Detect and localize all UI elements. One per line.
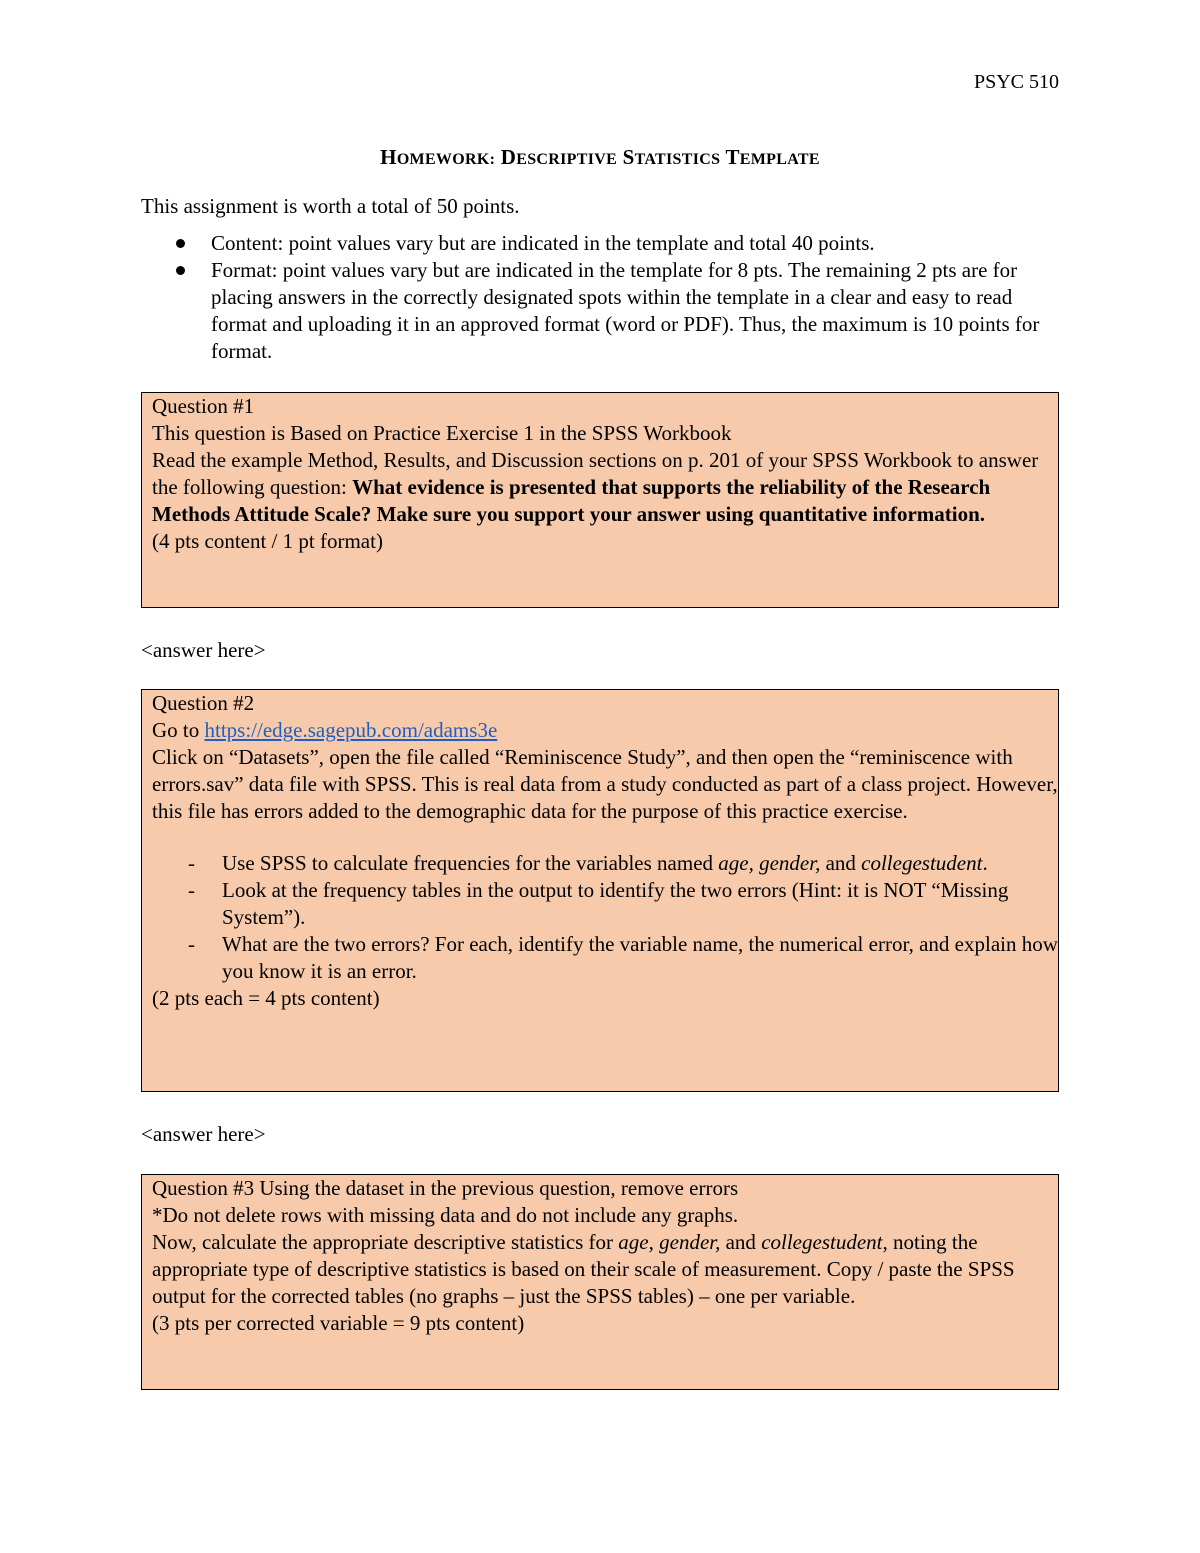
bullet-text-content: Content: point values vary but are indicated in the template and total 40 points. <box>211 231 875 255</box>
question-3-box <box>141 1174 1059 1390</box>
answer-placeholder-1[interactable]: <answer here> <box>141 638 266 662</box>
question-1-bold-question: What evidence is presented that supports the reliability of the Research Methods Attitude Scale? Make sure you support your answer using quantitative information. <box>152 475 991 526</box>
question-3-and: and <box>720 1230 762 1254</box>
step-1-text: Use SPSS to calculate frequencies for the variables named <box>222 851 719 875</box>
step-1-var3: collegestudent <box>861 851 983 875</box>
question-2-description: Click on “Datasets”, open the file called “Reminiscence Study”, and then open the “reminiscence with errors.sav” data file with SPSS. This is real data from a study conducted as part of a class project. However, this file has errors added to the demographic data for the purpose of this practice exercise. <box>152 745 1058 823</box>
step-3-text: What are the two errors? For each, identify the variable name, the numerical error, and explain how you know it is an error. <box>222 932 1058 983</box>
question-3-body <box>152 1229 1058 1310</box>
dash-icon: - <box>188 851 195 875</box>
question-3-var3: collegestudent <box>761 1230 883 1254</box>
list-item <box>152 877 1058 931</box>
question-3-note: *Do not delete rows with missing data and do not include any graphs. <box>152 1203 739 1227</box>
title-word-homework-cap: H <box>380 145 397 169</box>
intro-section <box>141 193 1061 365</box>
course-code: PSYC 510 <box>973 71 1059 93</box>
dash-icon: - <box>188 932 195 956</box>
dash-icon: - <box>188 878 195 902</box>
question-3-heading: Question #3 Using the dataset in the previous question, remove errors <box>152 1176 739 1200</box>
question-2-steps <box>152 850 1058 985</box>
question-3-points: (3 pts per corrected variable = 9 pts content) <box>152 1311 525 1335</box>
dataset-link[interactable]: https://edge.sagepub.com/adams3e <box>204 718 498 742</box>
step-2-text: Look at the frequency tables in the output to identify the two errors (Hint: it is NOT “Missing System”). <box>222 878 1009 929</box>
list-item <box>152 850 1058 877</box>
question-1-points: (4 pts content / 1 pt format) <box>152 529 383 553</box>
bullet-text-format: Format: point values vary but are indicated in the template for 8 pts. The remaining 2 pts are for placing answers in the correctly designated spots within the template in a clear and easy to read format and uploading it in an approved format (word or PDF). Thus, the maximum is 10 points for format. <box>211 258 1040 363</box>
title-word-homework-rest: OMEWORK: <box>396 151 496 168</box>
question-1-prompt <box>152 447 1058 528</box>
question-2-points: (2 pts each = 4 pts content) <box>152 986 380 1010</box>
question-3-body-rest: , noting the appropriate type of descriptive statistics is based on their scale of measurement. Copy / paste the SPSS output for the corrected tables (no graphs – just the SPSS tables) – one per variable. <box>152 1230 1015 1308</box>
bullet-icon <box>176 266 185 275</box>
question-1-heading: Question #1 <box>152 394 255 418</box>
list-item <box>152 931 1058 985</box>
answer-placeholder-2[interactable]: <answer here> <box>141 1122 266 1146</box>
question-2-goto <box>152 717 1058 744</box>
step-1-end: . <box>982 851 988 875</box>
list-item <box>141 257 1061 365</box>
bullet-icon <box>176 239 185 248</box>
question-3-vars: age, gender, <box>618 1230 721 1254</box>
title-word-template-rest: EMPLATE <box>739 151 820 168</box>
title-word-statistics-cap: S <box>622 145 635 169</box>
step-1-and: and <box>820 851 862 875</box>
points-summary: This assignment is worth a total of 50 points. <box>141 194 520 218</box>
question-1-source: This question is Based on Practice Exercise 1 in the SPSS Workbook <box>152 421 732 445</box>
question-1-instructions: Read the example Method, Results, and Discussion sections on p. 201 of your SPSS Workbook to answer the following question: <box>152 448 1039 499</box>
question-2-heading: Question #2 <box>152 691 255 715</box>
question-3-body-prefix: Now, calculate the appropriate descriptive statistics for <box>152 1230 619 1254</box>
step-1-vars: age, gender, <box>718 851 821 875</box>
page-title <box>0 144 1200 173</box>
title-word-descriptive-cap: D <box>500 145 517 169</box>
title-word-template-cap: T <box>725 145 740 169</box>
list-item <box>141 230 1061 257</box>
title-word-descriptive-rest: ESCRIPTIVE <box>516 151 618 168</box>
goto-label: Go to <box>152 718 205 742</box>
points-list <box>141 230 1061 365</box>
title-word-statistics-rest: TATISTICS <box>634 151 721 168</box>
question-2-box <box>141 689 1059 1092</box>
question-1-box <box>141 392 1059 608</box>
